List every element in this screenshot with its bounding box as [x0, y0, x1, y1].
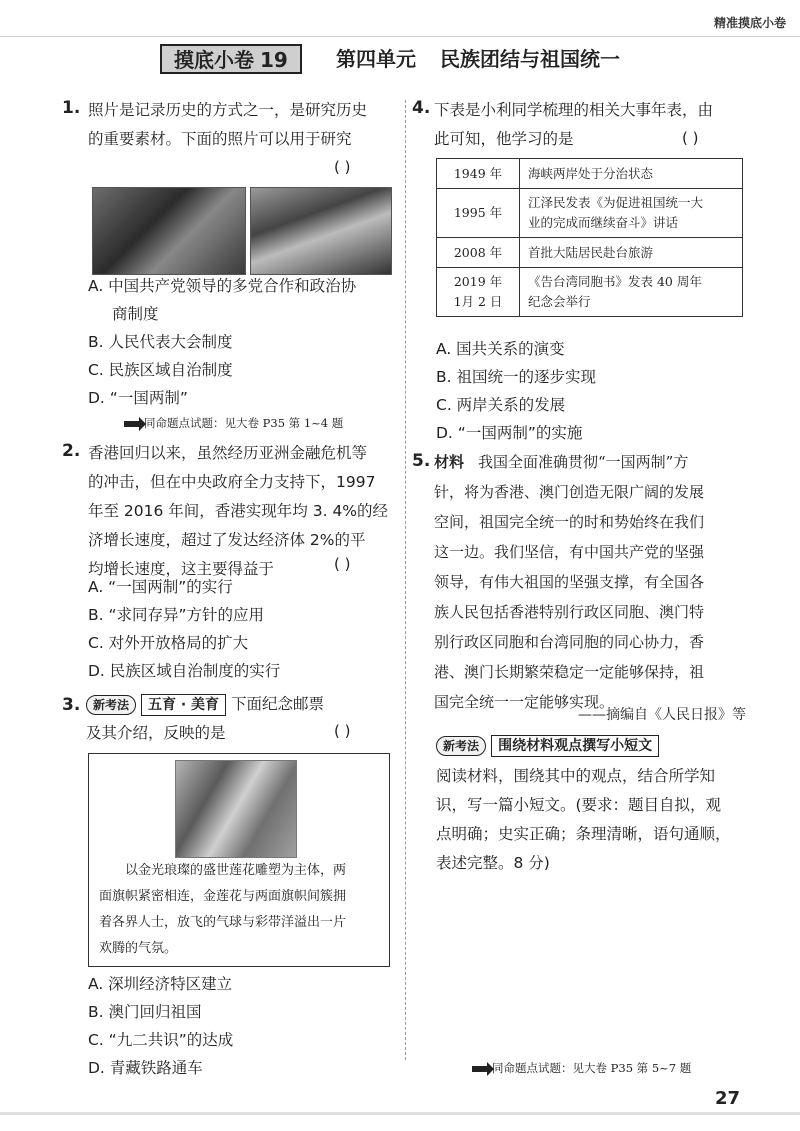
question-4	[412, 98, 430, 118]
q3-stem-line: 下面纪念邮票	[230, 695, 324, 713]
material-line: 我国全面准确贯彻“一国两制”方	[478, 453, 689, 471]
q1-reference	[124, 415, 343, 431]
q5-category-tag: 围绕材料观点撰写小短文	[491, 735, 659, 757]
q3-stamp-caption	[99, 858, 383, 962]
q4-option-d[interactable]: D. “一国两制”的实施	[436, 424, 583, 442]
q4-event-table	[436, 158, 743, 317]
page-bottom-edge	[0, 1112, 800, 1115]
q2-stem-line: 济增长速度，超过了发达经济体 2%的平	[88, 531, 366, 549]
table-row	[437, 268, 743, 317]
q4-option-a[interactable]: A. 国共关系的演变	[436, 340, 565, 358]
table-cell-line: 2019 年	[453, 274, 503, 289]
q5-task-line: 表述完整。8 分)	[436, 854, 550, 872]
q2-options	[88, 573, 398, 685]
q2-answer-blank[interactable]: ( )	[334, 555, 351, 573]
q5-source: ——摘编自《人民日报》等	[578, 707, 746, 723]
q2-stem	[88, 439, 398, 584]
material-line: 领导，有伟大祖国的坚强支撑，有全国各	[434, 573, 705, 591]
q1-option-c[interactable]: C. 民族区域自治制度	[88, 361, 233, 379]
q3-stem	[86, 690, 406, 748]
q5-task-line: 识，写一篇小短文。(要求：题目自拟，观	[436, 796, 722, 814]
q3-number: 3.	[62, 695, 81, 715]
q1-stem	[88, 96, 393, 154]
title-badge-label: 摸底小卷	[174, 48, 254, 72]
q3-option-a[interactable]: A. 深圳经济特区建立	[88, 975, 233, 993]
title-badge-number: 19	[260, 48, 288, 72]
table-row	[437, 189, 743, 238]
q2-stem-line: 年至 2016 年间，香港实现年均 3. 4%的经	[88, 502, 389, 520]
q2-stem-line: 的冲击，但在中央政府全力支持下，1997	[88, 473, 376, 491]
question-3	[62, 695, 80, 715]
q2-option-c[interactable]: C. 对外开放格局的扩大	[88, 634, 249, 652]
table-cell-event: 海峡两岸处于分治状态	[520, 159, 743, 189]
table-cell-line: 纪念会举行	[528, 294, 591, 309]
table-cell-event	[520, 189, 743, 238]
material-line: 空间，祖国完全统一的时和势始终在我们	[434, 513, 705, 531]
table-cell-event	[520, 268, 743, 317]
q4-option-c[interactable]: C. 两岸关系的发展	[436, 396, 566, 414]
arrow-icon	[472, 1066, 488, 1072]
q4-number: 4.	[412, 98, 431, 118]
caption-line: 以金光琅璨的盛世莲花雕塑为主体，两	[125, 863, 347, 878]
q5-material	[434, 447, 764, 717]
question-1	[62, 98, 80, 118]
q5-task	[436, 762, 766, 878]
q5-task-tags	[436, 735, 659, 757]
q1-number: 1.	[62, 98, 81, 118]
title-text	[336, 45, 644, 73]
material-line: 港、澳门长期繁荣稳定一定能够保持，祖	[434, 663, 705, 681]
caption-line: 欢腾的气氛。	[99, 941, 178, 956]
column-divider	[405, 100, 407, 1060]
q1-reference-text: 同命题点试题：见大卷 P35 第 1~4 题	[144, 416, 344, 430]
caption-line: 面旗帜紧密相连，金莲花与两面旗帜间簇拥	[99, 889, 347, 904]
q5-reference	[472, 1060, 691, 1076]
q4-answer-blank[interactable]: ( )	[682, 129, 699, 147]
q5-material-first-line	[434, 447, 764, 477]
caption-line: 着各界人士，放飞的气球与彩带洋溢出一片	[99, 915, 347, 930]
q3-option-c[interactable]: C. “九二共识”的达成	[88, 1031, 234, 1049]
q2-option-a[interactable]: A. “一国两制”的实行	[88, 578, 233, 596]
q3-option-d[interactable]: D. 青藏铁路通车	[88, 1059, 203, 1077]
table-cell-year: 1949 年	[437, 159, 520, 189]
q4-option-b[interactable]: B. 祖国统一的逐步实现	[436, 368, 596, 386]
table-cell-line: 《告台湾同胞书》发表 40 周年	[528, 274, 702, 289]
new-method-tag: 新考法	[86, 695, 136, 715]
unit-label: 第四单元	[336, 47, 416, 71]
table-cell-line: 江泽民发表《为促进祖国统一大	[528, 195, 704, 210]
table-cell-year	[437, 268, 520, 317]
table-row	[437, 159, 743, 189]
q2-number: 2.	[62, 441, 81, 461]
q1-options	[88, 272, 398, 412]
q5-number: 5.	[412, 451, 431, 471]
q4-stem-line: 此可知，他学习的是	[434, 130, 574, 148]
q3-category-tag: 五育 · 美育	[141, 694, 226, 716]
q4-stem	[434, 96, 764, 154]
q5-task-line: 点明确；史实正确；条理清晰，语句通顺，	[436, 825, 731, 843]
question-5	[412, 451, 430, 471]
question-2	[62, 441, 80, 461]
title-badge	[160, 44, 302, 74]
new-method-tag: 新考法	[436, 736, 486, 756]
q2-option-d[interactable]: D. 民族区域自治制度的实行	[88, 662, 281, 680]
q3-option-b[interactable]: B. 澳门回归祖国	[88, 1003, 202, 1021]
table-cell-line: 业的完成而继续奋斗》讲话	[528, 215, 679, 230]
q1-stem-line: 照片是记录历史的方式之一，是研究历史	[88, 101, 368, 119]
material-line: 族人民包括香港特别行政区同胞、澳门特	[434, 603, 705, 621]
q4-stem-line: 下表是小利同学梳理的相关大事年表，由	[434, 101, 714, 119]
q5-task-line: 阅读材料，围绕其中的观点，结合所学知	[436, 767, 716, 785]
q3-options	[88, 970, 398, 1082]
q1-option-d[interactable]: D. “一国两制”	[88, 389, 188, 407]
series-tag: 精准摸底小卷	[713, 16, 786, 30]
paper-title	[160, 44, 660, 74]
unit-topic: 民族团结与祖国统一	[440, 47, 620, 71]
table-cell-line: 1月 2 日	[453, 294, 503, 309]
table-row	[437, 238, 743, 268]
q2-stem-line: 香港回归以来，虽然经历亚洲金融危机等	[88, 444, 368, 462]
q1-stem-line: 的重要素材。下面的照片可以用于研究	[88, 130, 352, 148]
q1-photo-left	[92, 187, 246, 275]
q1-photo-right	[250, 187, 392, 275]
page-number: 27	[714, 1088, 740, 1109]
table-cell-year: 1995 年	[437, 189, 520, 238]
q1-option-a-cont[interactable]: 商制度	[112, 305, 159, 323]
q5-material-label: 材料	[434, 453, 465, 471]
arrow-icon	[124, 421, 140, 427]
q1-answer-blank[interactable]: ( )	[334, 158, 351, 176]
material-line: 这一边。我们坚信，有中国共产党的坚强	[434, 543, 705, 561]
q5-reference-text: 同命题点试题：见大卷 P35 第 5~7 题	[492, 1061, 692, 1075]
commemorative-stamp-image	[175, 760, 297, 858]
q4-options	[436, 335, 756, 447]
table-cell-event: 首批大陆居民赴台旅游	[520, 238, 743, 268]
q2-option-b[interactable]: B. “求同存异”方针的应用	[88, 606, 265, 624]
q3-stem-line: 及其介绍，反映的是	[86, 724, 226, 742]
q3-answer-blank[interactable]: ( )	[334, 722, 351, 740]
q3-stamp-figure	[88, 753, 390, 967]
material-line: 别行政区同胞和台湾同胞的同心协力，香	[434, 633, 705, 651]
material-line: 针，将为香港、澳门创造无限广阔的发展	[434, 483, 705, 501]
q5-answer-area[interactable]	[436, 880, 766, 1050]
header-divider	[0, 36, 800, 37]
q2-stem-line: 均增长速度，这主要得益于	[88, 560, 275, 578]
q1-option-a[interactable]: A. 中国共产党领导的多党合作和政治协	[88, 277, 357, 295]
q1-option-b[interactable]: B. 人民代表大会制度	[88, 333, 233, 351]
table-cell-year: 2008 年	[437, 238, 520, 268]
material-line: 国完全统一一定能够实现。	[434, 693, 615, 711]
